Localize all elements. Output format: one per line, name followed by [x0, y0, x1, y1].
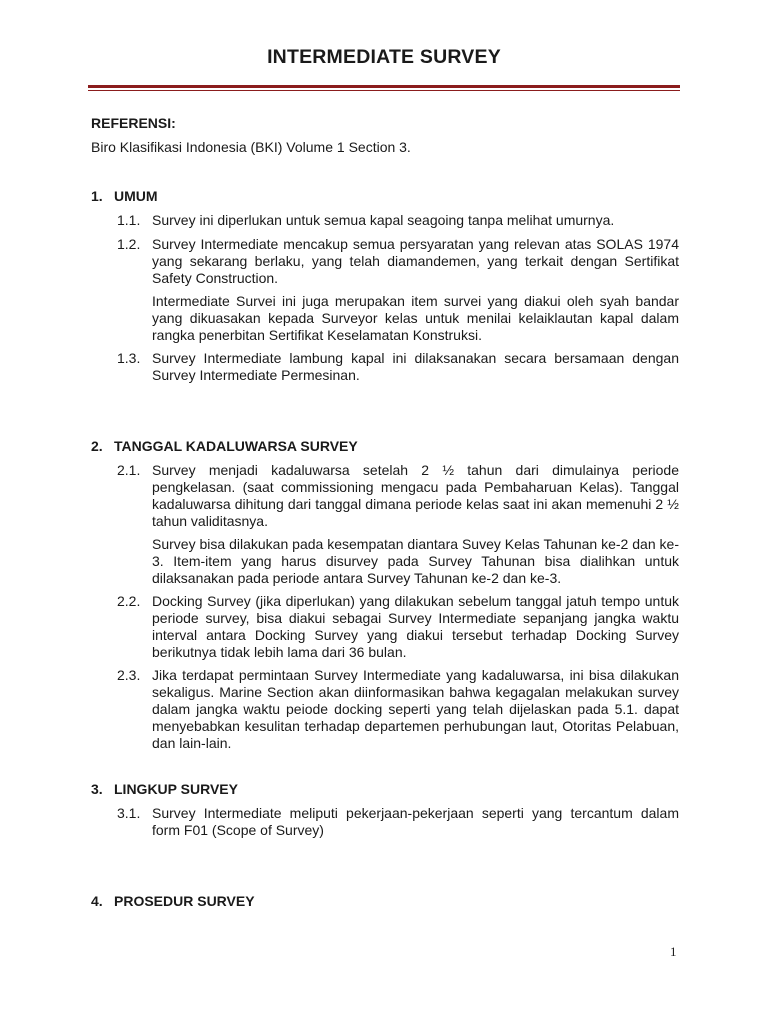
- item-text: Survey Intermediate mencakup semua persyaratan yang relevan atas SOLAS 1974 yang sekarang berlaku, yang telah diamandemen, yang terkait dengan Sertifikat Safety Construction.: [152, 236, 679, 286]
- section-heading-prosedur-survey: [91, 893, 255, 909]
- referensi-heading: REFERENSI:: [91, 115, 176, 131]
- section-title: PROSEDUR SURVEY: [114, 893, 255, 909]
- section-number: 2.: [91, 438, 103, 454]
- item-text: Survey ini diperlukan untuk semua kapal seagoing tanpa melihat umurnya.: [152, 212, 615, 228]
- section-heading-lingkup-survey: [91, 781, 238, 797]
- list-item: [117, 212, 679, 229]
- item-paragraph: Survey bisa dilakukan pada kesempatan diantara Suvey Kelas Tahunan ke-2 dan ke-3. Item-item yang harus disurvey pada Survey Tahunan bisa dialihkan untuk dilaksanakan pada periode antara Survey Tahunan ke-2 dan ke-3.: [152, 536, 679, 586]
- item-number: 1.3.: [117, 350, 141, 366]
- item-text: Jika terdapat permintaan Survey Intermediate yang kadaluwarsa, ini bisa dilakukan sekaligus. Marine Section akan diinformasikan bahwa kegagalan melakukan survey dalam jangka waktu peiode docking seperti yang telah dijelaskan pada 5.1. dapat menyebabkan kesulitan terhadap departemen perhubungan laut, Otoritas Pelabuan, dan lain-lain.: [152, 667, 679, 751]
- list-item: [117, 350, 679, 384]
- title-underline-thick: [88, 85, 680, 88]
- item-text: Survey Intermediate lambung kapal ini dilaksanakan secara bersamaan dengan Survey Intermediate Permesinan.: [152, 350, 679, 383]
- list-item: [117, 805, 679, 839]
- item-paragraph: Intermediate Survei ini juga merupakan item survei yang diakui oleh syah bandar yang dikuasakan kepada Surveyor kelas untuk menilai kelaiklautan kapal dalam rangka penerbitan Sertifikat Keselamatan Konstruksi.: [152, 293, 679, 343]
- title-underline-thin: [88, 90, 680, 91]
- section-heading-tanggal-kadaluwarsa: [91, 438, 358, 454]
- list-item: [117, 593, 679, 661]
- item-text: Docking Survey (jika diperlukan) yang dilakukan sebelum tanggal jatuh tempo untuk periode survey, bisa diakui sebagai Survey Intermediate sepanjang jangka waktu interval antara Docking Survey yang diakui tersebut terhadap Docking Survey berikutnya tidak lebih lama dari 36 bulan.: [152, 593, 679, 660]
- item-number: 2.1.: [117, 462, 141, 478]
- section-title: UMUM: [114, 188, 158, 204]
- item-number: 1.1.: [117, 212, 141, 228]
- item-number: 2.2.: [117, 593, 141, 609]
- item-number: 1.2.: [117, 236, 141, 252]
- section-number: 4.: [91, 893, 103, 909]
- list-item: [117, 462, 679, 530]
- document-title: INTERMEDIATE SURVEY: [267, 46, 501, 68]
- section-number: 1.: [91, 188, 103, 204]
- item-text: Survey Intermediate meliputi pekerjaan-pekerjaan seperti yang tercantum dalam form F01 (Scope of Survey): [152, 805, 679, 838]
- item-text: Survey menjadi kadaluwarsa setelah 2 ½ tahun dari dimulainya periode pengkelasan. (saat commissioning mengacu pada Pembaharuan Kelas). Tanggal kadaluwarsa dihitung dari tanggal dimana periode kelas saat ini akan memenuhi 2 ½ tahun validitasnya.: [152, 462, 679, 529]
- referensi-text: Biro Klasifikasi Indonesia (BKI) Volume 1 Section 3.: [91, 139, 411, 155]
- section-title: LINGKUP SURVEY: [114, 781, 238, 797]
- item-number: 2.3.: [117, 667, 141, 683]
- list-item: [117, 236, 679, 287]
- list-item: [117, 667, 679, 752]
- section-number: 3.: [91, 781, 103, 797]
- section-heading-umum: [91, 188, 158, 204]
- page-number: 1: [670, 944, 677, 959]
- item-number: 3.1.: [117, 805, 141, 821]
- section-title: TANGGAL KADALUWARSA SURVEY: [114, 438, 358, 454]
